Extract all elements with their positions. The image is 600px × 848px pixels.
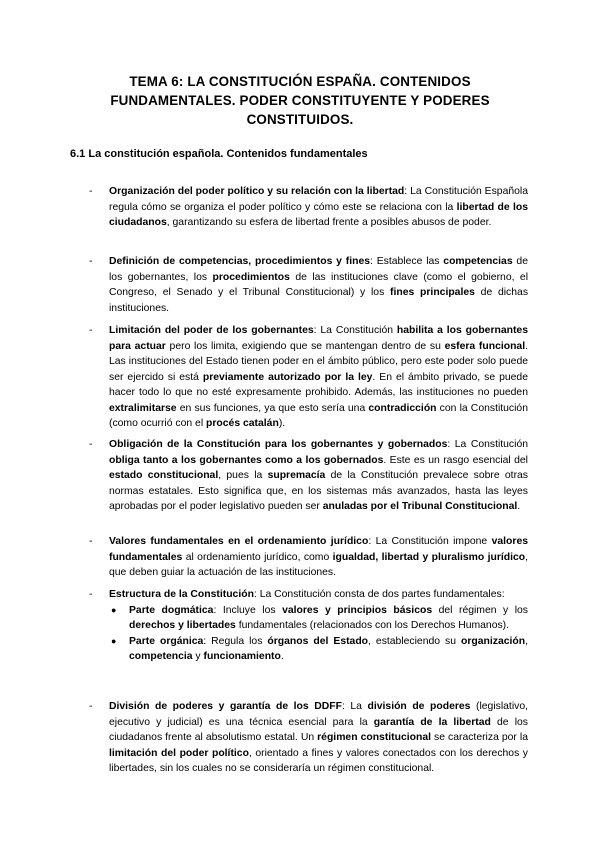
text-run: , orientado a fines y valores conectados con los derechos y libertades, sin los cuales no se consideraría un régimen constitucional.: [109, 747, 528, 774]
bold-text-run: esfera funcional: [444, 340, 526, 352]
item-text: [109, 184, 528, 231]
list-dash: -: [89, 701, 93, 712]
bold-text-run: garantía de la libertad: [373, 716, 491, 728]
text-run: .: [517, 501, 521, 512]
bold-text-run: División de poderes y garantía de los DDFF: [109, 701, 342, 712]
list-dash: -: [89, 536, 93, 547]
text-run: : Regula los: [203, 635, 268, 647]
text-run: : Establece las: [370, 256, 444, 267]
section-heading: 6.1 La constitución española. Contenidos fundamentales: [70, 148, 368, 160]
bold-text-run: régimen constitucional: [317, 732, 432, 743]
bullet-icon: ●: [111, 604, 117, 615]
bold-text-run: supremacía: [267, 470, 326, 481]
text-run: de la Constitución prevalece sobre otras normas estatales. Esto significa que, en los sistemas más avanzados, hasta las leyes aprobadas por el poder legislativo pueden ser: [109, 470, 529, 512]
text-run: y: [192, 651, 204, 662]
list-dash: -: [89, 256, 93, 267]
text-run: ,: [525, 635, 528, 647]
bold-text-run: Obligación de la Constitución para los gobernantes y gobernados: [109, 439, 448, 450]
bold-text-run: Organización del poder político y su relación con la libertad: [109, 186, 405, 197]
list-dash: -: [89, 325, 93, 336]
bold-text-run: Limitación del poder de los gobernantes: [109, 325, 314, 336]
text-run: se caracteriza por la: [431, 732, 528, 743]
bold-text-run: igualdad, libertad y pluralismo jurídico: [332, 551, 526, 563]
item-text: [109, 323, 528, 432]
item-text: [109, 437, 528, 515]
text-run: . Este es un rasgo esencial del: [383, 454, 528, 466]
list-dash: -: [89, 589, 93, 600]
list-dash: -: [89, 186, 93, 197]
list-item-valores: [89, 534, 529, 581]
text-run: : La Constitución impone: [368, 536, 492, 547]
sub-item-text: [129, 636, 528, 663]
bold-text-run: valores fundamentales: [109, 536, 529, 563]
bold-text-run: previamente autorizado por la ley: [202, 371, 373, 383]
list-item-competencias: [89, 254, 529, 316]
text-run: de las instituciones clave (como el gobierno, el Congreso, el Senado y el Tribunal Constitucional) y los: [109, 271, 529, 298]
bold-text-run: órganos del Estado: [267, 635, 369, 647]
bold-text-run: anuladas por el Tribunal Constitucional: [322, 501, 518, 512]
text-run: ).: [278, 418, 286, 429]
list-item-organizacion: [89, 184, 528, 231]
bold-text-run: procés catalán: [206, 418, 279, 429]
text-run: , garantizando su esfera de libertad frente a posibles abusos de poder.: [166, 217, 492, 228]
bold-text-run: estado constitucional: [109, 470, 219, 481]
text-run: en sus funciones, ya que esto sería una: [176, 402, 369, 414]
bold-text-run: limitación del poder político: [109, 747, 249, 759]
bold-text-run: Parte orgánica: [129, 635, 204, 647]
bold-text-run: fines principales: [390, 287, 475, 298]
list-item-division: [89, 699, 528, 777]
text-run: : Incluye los: [213, 604, 283, 616]
text-run: de los ciudadanos frente al absolutismo estatal. Un: [109, 716, 528, 743]
text-run: al ordenamiento jurídico, como: [182, 551, 333, 563]
bold-text-run: Parte dogmática: [129, 604, 214, 616]
bullet-icon: ●: [111, 635, 117, 646]
item-text: [109, 254, 528, 316]
bold-text-run: extralimitarse: [109, 402, 177, 414]
bold-text-run: Estructura de la Constitución: [109, 589, 254, 600]
text-run: de los gobernantes, los: [109, 256, 528, 283]
bold-text-run: obliga tanto a los gobernantes como a los gobernados: [109, 454, 384, 466]
item-text: [109, 534, 528, 581]
bold-text-run: procedimientos: [212, 271, 290, 283]
bold-text-run: valores y principios básicos: [282, 604, 433, 616]
list-item-limitacion: [89, 323, 528, 432]
item-text: [109, 587, 528, 603]
bold-text-run: competencias: [443, 256, 513, 267]
text-run: : La Constitución: [447, 439, 528, 450]
bold-text-run: Definición de competencias, procedimientos y fines: [109, 256, 371, 267]
text-run: del régimen y los: [432, 604, 529, 616]
text-run: de dichas instituciones.: [109, 287, 529, 314]
text-run: . Las instituciones del Estado tienen poder en el ámbito público, pero este poder solo puede ser ejercido si está: [109, 340, 528, 383]
sub-item-text: [129, 605, 528, 632]
text-run: con la Constitución (como ocurrió con el: [109, 402, 528, 429]
text-run: pero los limita, exigiendo que se mantengan dentro de su: [165, 340, 445, 352]
text-run: fundamentales (relacionados con los Derechos Humanos).: [235, 620, 510, 631]
bold-text-run: competencia: [129, 651, 193, 662]
bold-text-run: funcionamiento: [203, 651, 281, 662]
list-item-obligacion: [89, 437, 529, 515]
text-run: : La Constitución consta de dos partes fundamentales:: [253, 589, 505, 600]
page-title: TEMA 6: LA CONSTITUCIÓN ESPAÑA. CONTENIDOS FUNDAMENTALES. PODER CONSTITUYENTE Y PODERES CONSTITUIDOS.: [110, 74, 490, 128]
text-run: (legislativo, ejecutivo y judicial) es una técnica esencial para la: [109, 701, 528, 728]
list-item-estructura: [89, 587, 529, 665]
text-run: : La Constitución Española regula cómo se organiza el poder político y cómo este se relaciona con la: [109, 186, 528, 213]
text-run: . En el ámbito privado, se puede hacer todo lo que no esté expresamente prohibido. Además, las instituciones no pueden: [109, 371, 528, 398]
sub-item-organica: [111, 634, 528, 665]
sub-item-dogmatica: [111, 603, 529, 634]
item-text: [109, 699, 528, 777]
bold-text-run: habilita a los gobernantes para actuar: [109, 325, 528, 352]
bold-text-run: libertad de los ciudadanos: [109, 201, 528, 228]
bold-text-run: Valores fundamentales en el ordenamiento jurídico: [109, 536, 369, 547]
text-run: , que deben guiar la actuación de las instituciones.: [109, 551, 528, 578]
bold-text-run: contradicción: [368, 402, 437, 414]
text-run: .: [280, 651, 284, 662]
bold-text-run: división de poderes: [367, 701, 471, 712]
text-run: : La Constitución: [313, 325, 397, 336]
bold-text-run: derechos y libertades: [129, 620, 236, 631]
bold-text-run: organización: [461, 635, 526, 647]
list-dash: -: [89, 439, 93, 450]
text-run: : La: [341, 701, 368, 712]
text-run: , pues la: [218, 470, 268, 481]
text-run: , estableciendo su: [368, 635, 462, 647]
